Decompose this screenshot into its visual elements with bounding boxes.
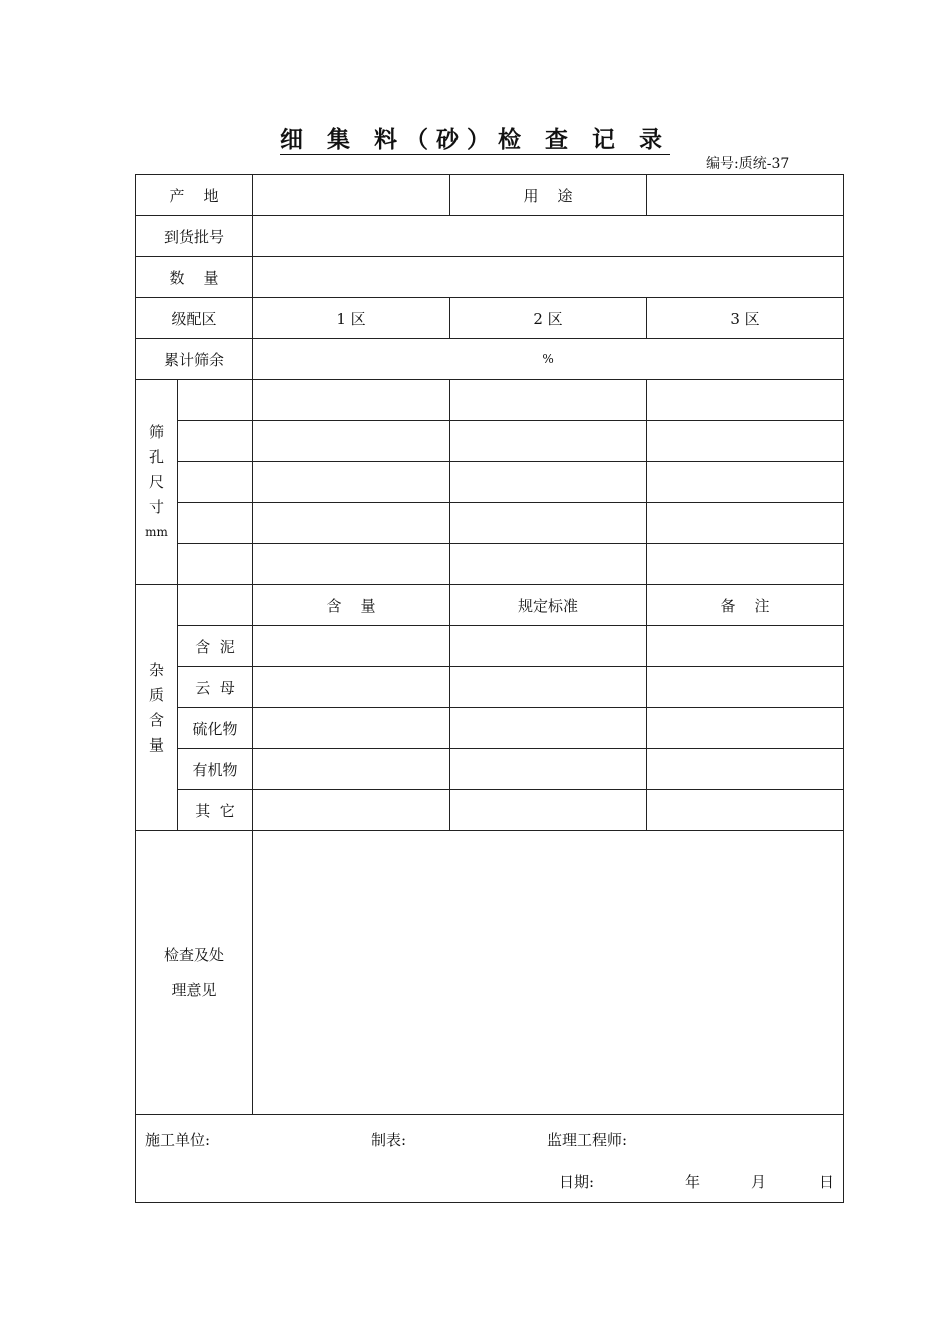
standard-header: 规定标准 [450, 585, 647, 626]
month-label: 月 [751, 1173, 767, 1191]
usage-value[interactable] [647, 175, 844, 216]
remarks-header: 备 注 [647, 585, 844, 626]
usage-label: 用 途 [450, 175, 647, 216]
impurity-item: 硫化物 [178, 708, 253, 749]
sieve-size-cell[interactable] [178, 380, 253, 421]
date-label: 日期: [559, 1173, 595, 1191]
sieve-cell[interactable] [647, 544, 844, 585]
opinion-row [136, 831, 844, 1115]
batch-label: 到货批号 [136, 216, 253, 257]
impurity-content-cell[interactable] [253, 790, 450, 831]
impurity-corner-cell [178, 585, 253, 626]
origin-row [136, 175, 844, 216]
sieve-cell[interactable] [253, 421, 450, 462]
impurity-standard-cell[interactable] [450, 708, 647, 749]
quantity-row [136, 257, 844, 298]
impurity-standard-cell[interactable] [450, 749, 647, 790]
impurity-header-row [136, 585, 844, 626]
sieve-label: 筛 孔 尺 寸 mm [136, 380, 178, 585]
sieve-row [136, 544, 844, 585]
cumulative-row [136, 339, 844, 380]
sieve-size-cell[interactable] [178, 462, 253, 503]
sieve-row [136, 503, 844, 544]
cumulative-label: 累计筛余 [136, 339, 253, 380]
zone-3: 3 区 [647, 298, 844, 339]
grading-label: 级配区 [136, 298, 253, 339]
origin-label: 产 地 [136, 175, 253, 216]
sieve-row [136, 421, 844, 462]
sieve-cell[interactable] [450, 380, 647, 421]
sieve-size-cell[interactable] [178, 503, 253, 544]
zone-1: 1 区 [253, 298, 450, 339]
origin-value[interactable] [253, 175, 450, 216]
zone-2: 2 区 [450, 298, 647, 339]
sieve-cell[interactable] [647, 380, 844, 421]
sieve-cell[interactable] [450, 544, 647, 585]
impurity-item: 云 母 [178, 667, 253, 708]
impurity-item: 有机物 [178, 749, 253, 790]
quantity-value[interactable] [253, 257, 844, 298]
impurity-row [136, 667, 844, 708]
supervisor-label: 监理工程师: [547, 1131, 628, 1149]
prepared-by-label: 制表: [371, 1131, 407, 1149]
inspection-table [135, 174, 844, 1203]
sieve-cell[interactable] [253, 462, 450, 503]
impurity-remarks-cell[interactable] [647, 667, 844, 708]
impurity-remarks-cell[interactable] [647, 708, 844, 749]
impurity-row [136, 790, 844, 831]
day-label: 日 [819, 1173, 835, 1191]
content-header: 含 量 [253, 585, 450, 626]
signature-area [136, 1115, 844, 1203]
impurity-standard-cell[interactable] [450, 667, 647, 708]
impurity-content-cell[interactable] [253, 626, 450, 667]
sieve-cell[interactable] [253, 503, 450, 544]
impurity-remarks-cell[interactable] [647, 626, 844, 667]
sieve-cell[interactable] [647, 421, 844, 462]
sieve-cell[interactable] [450, 503, 647, 544]
page-title: 细 集 料（砂）检 查 记 录 [279, 126, 671, 153]
construction-unit-label: 施工单位: [145, 1131, 211, 1149]
impurity-content-cell[interactable] [253, 667, 450, 708]
sieve-size-cell[interactable] [178, 421, 253, 462]
batch-row [136, 216, 844, 257]
impurity-content-cell[interactable] [253, 749, 450, 790]
impurity-row [136, 708, 844, 749]
opinion-label: 检查及处 理意见 [136, 831, 253, 1115]
sieve-cell[interactable] [450, 462, 647, 503]
sieve-row [136, 462, 844, 503]
opinion-value[interactable] [253, 831, 844, 1115]
year-label: 年 [685, 1173, 701, 1191]
impurity-standard-cell[interactable] [450, 790, 647, 831]
sieve-cell[interactable] [253, 544, 450, 585]
batch-value[interactable] [253, 216, 844, 257]
sieve-cell[interactable] [450, 421, 647, 462]
sieve-cell[interactable] [253, 380, 450, 421]
impurity-item: 含 泥 [178, 626, 253, 667]
sieve-row [136, 380, 844, 421]
sieve-cell[interactable] [647, 503, 844, 544]
cumulative-percent: % [253, 339, 844, 380]
impurity-row [136, 626, 844, 667]
impurity-remarks-cell[interactable] [647, 790, 844, 831]
quantity-label: 数 量 [136, 257, 253, 298]
impurity-label: 杂 质 含 量 [136, 585, 178, 831]
impurity-remarks-cell[interactable] [647, 749, 844, 790]
document-code: 编号:质统-37 [706, 156, 790, 172]
impurity-row [136, 749, 844, 790]
impurity-content-cell[interactable] [253, 708, 450, 749]
sieve-size-cell[interactable] [178, 544, 253, 585]
impurity-item: 其 它 [178, 790, 253, 831]
impurity-standard-cell[interactable] [450, 626, 647, 667]
sieve-cell[interactable] [647, 462, 844, 503]
footer-row [136, 1115, 844, 1203]
grading-row [136, 298, 844, 339]
